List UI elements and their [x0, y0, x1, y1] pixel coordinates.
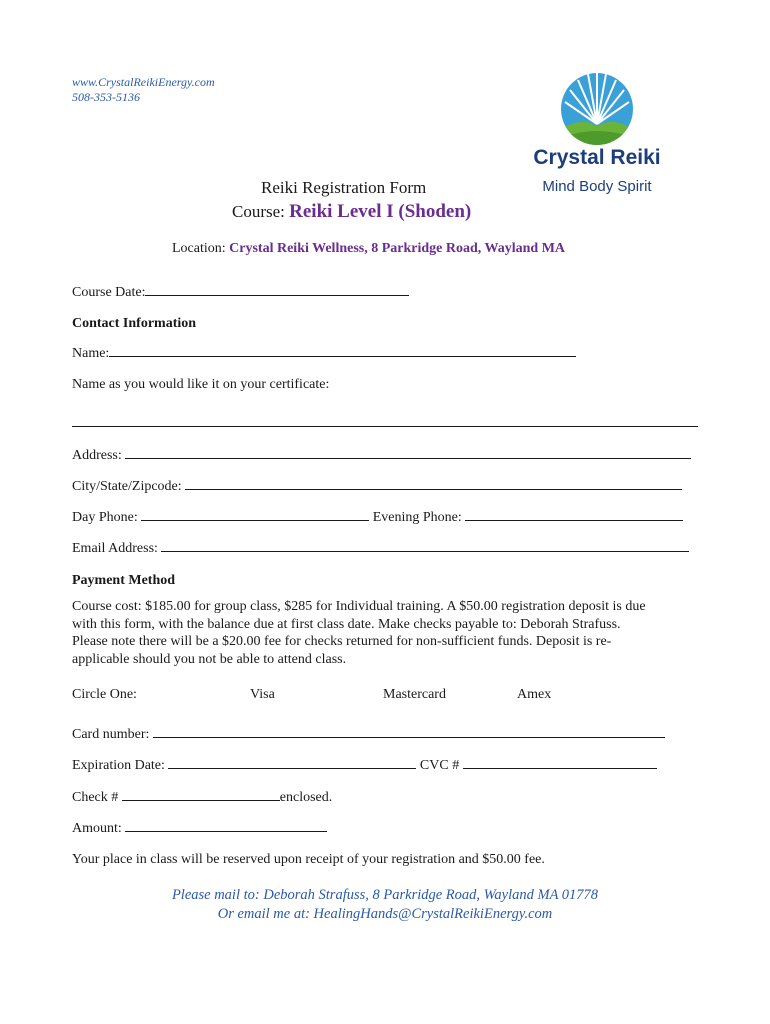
course-date-input[interactable]: [145, 281, 409, 296]
course-date-label: Course Date:: [72, 285, 146, 300]
expiration-field: [72, 754, 657, 774]
day-phone-label: Day Phone:: [72, 510, 138, 525]
amount-input[interactable]: [125, 817, 327, 832]
expiration-input[interactable]: [168, 754, 416, 769]
amount-field: [72, 817, 327, 837]
logo-brand-name: Crystal Reiki: [533, 146, 661, 169]
contact-heading: Contact Information: [72, 316, 197, 331]
enclosed-label: enclosed.: [279, 790, 333, 805]
course-heading: [232, 201, 471, 223]
payment-text-line: with this form, with the balance due at first class date. Make checks payable to: Deborah Strafuss.: [72, 616, 621, 632]
amount-label: Amount:: [72, 821, 122, 836]
location-value: Crystal Reiki Wellness, 8 Parkridge Road, Wayland MA: [229, 241, 566, 256]
reservation-note: Your place in class will be reserved upon receipt of your registration and $50.00 fee.: [72, 852, 545, 867]
payment-heading: Payment Method: [72, 573, 176, 588]
certificate-name-label: Name as you would like it on your certificate:: [72, 377, 330, 392]
payment-text-line: Course cost: $185.00 for group class, $285 for Individual training. A $50.00 registration deposit is due: [72, 599, 646, 614]
phone-number: 508-353-5136: [72, 90, 140, 104]
card-number-input[interactable]: [153, 723, 665, 738]
option-amex[interactable]: Amex: [517, 687, 552, 702]
city-field: [72, 475, 682, 495]
cvc-label: CVC #: [419, 758, 460, 773]
crystal-reiki-logo: [532, 72, 672, 202]
name-label: Name:: [72, 346, 110, 361]
logo-tagline: Mind Body Spirit: [542, 178, 652, 195]
email-input[interactable]: [161, 537, 689, 552]
check-input[interactable]: [122, 786, 280, 801]
email-field: [72, 537, 689, 557]
name-field: [72, 342, 576, 362]
day-phone-input[interactable]: [141, 506, 369, 521]
card-number-field: [72, 723, 665, 743]
email-instructions[interactable]: Or email me at: HealingHands@CrystalReikiEnergy.com: [217, 906, 553, 922]
option-visa[interactable]: Visa: [250, 687, 275, 702]
mail-instructions: Please mail to: Deborah Strafuss, 8 Parkridge Road, Wayland MA 01778: [171, 887, 599, 903]
course-date-field: [72, 281, 409, 301]
name-input[interactable]: [109, 342, 576, 357]
evening-phone-input[interactable]: [465, 506, 683, 521]
payment-paragraph: [72, 598, 702, 668]
check-field: [72, 786, 332, 806]
card-number-label: Card number:: [72, 727, 150, 742]
circle-one-label: Circle One:: [72, 687, 137, 702]
course-label: Course:: [232, 202, 285, 221]
location-label: Location:: [172, 241, 226, 256]
address-input[interactable]: [125, 444, 691, 459]
email-label: Email Address:: [72, 541, 158, 556]
address-label: Address:: [72, 448, 122, 463]
payment-text-line: applicable should you not be able to attend class.: [72, 651, 347, 667]
address-field: [72, 444, 691, 464]
course-name: Reiki Level I (Shoden): [289, 201, 472, 222]
option-mastercard[interactable]: Mastercard: [383, 687, 446, 702]
location-line: [172, 241, 565, 257]
city-input[interactable]: [185, 475, 682, 490]
phone-field: [72, 506, 683, 526]
website-link[interactable]: www.CrystalReikiEnergy.com: [72, 75, 215, 89]
cvc-input[interactable]: [463, 754, 657, 769]
check-label: Check #: [72, 790, 119, 805]
certificate-name-input[interactable]: [72, 426, 698, 427]
payment-text-line: Please note there will be a $20.00 fee for checks returned for non-sufficient funds. Deposit is re-: [72, 634, 612, 649]
city-label: City/State/Zipcode:: [72, 479, 182, 494]
form-title: Reiki Registration Form: [261, 178, 427, 197]
expiration-label: Expiration Date:: [72, 758, 165, 773]
evening-phone-label: Evening Phone:: [372, 510, 462, 525]
sun-hills-icon: [560, 72, 634, 146]
